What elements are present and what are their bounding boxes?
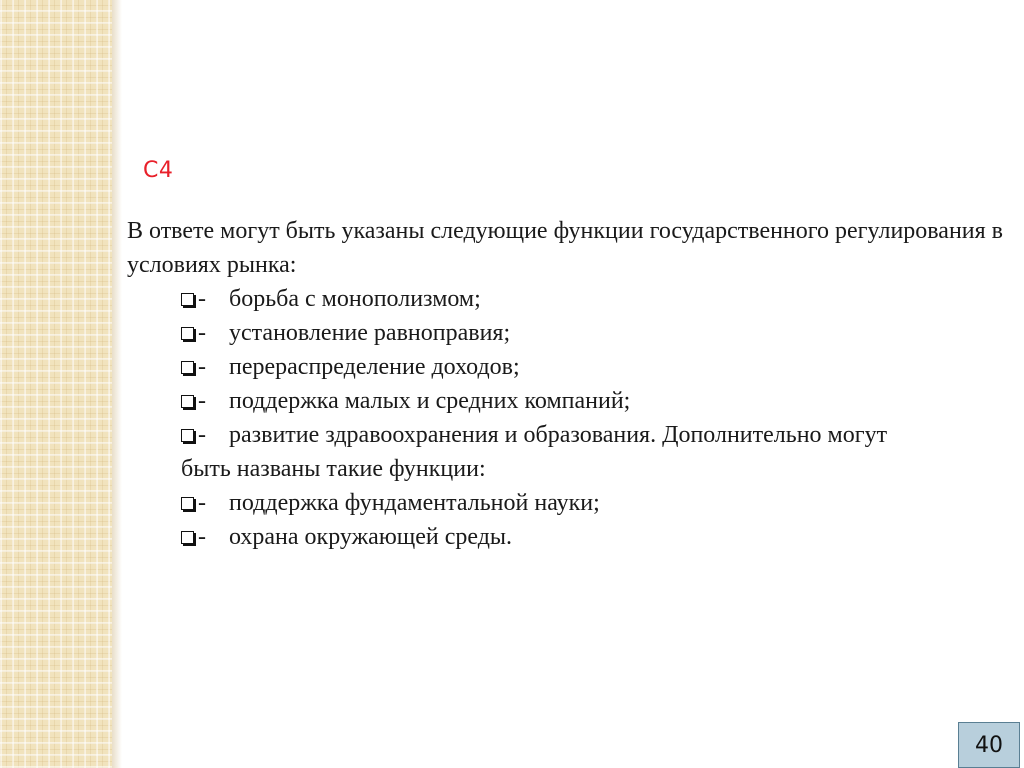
intro-paragraph: В ответе могут быть указаны следующие функции государственного регулирования в условиях рынка:	[127, 218, 1004, 278]
list-item	[181, 316, 1007, 350]
list-item-text: развитие здравоохранения и образования. Дополнительно могут	[229, 422, 888, 448]
checkbox-bullet-icon: -	[181, 384, 229, 418]
side-pattern-decoration	[0, 0, 112, 768]
slide-heading: C4	[143, 158, 174, 183]
checkbox-bullet-icon: -	[181, 418, 229, 452]
list-item	[181, 282, 1007, 316]
continuation-text: быть названы такие функции:	[181, 456, 486, 482]
list-item-text: перераспределение доходов;	[229, 354, 520, 380]
page-number-badge: 40	[958, 722, 1020, 768]
list-item-text: поддержка фундаментальной науки;	[229, 490, 600, 516]
checkbox-bullet-icon: -	[181, 316, 229, 350]
list-item	[181, 418, 1007, 452]
list-item-text: поддержка малых и средних компаний;	[229, 388, 631, 414]
list-item-text: установление равноправия;	[229, 320, 511, 346]
list-item-text: борьба с монополизмом;	[229, 286, 481, 312]
side-pattern-shadow	[112, 0, 122, 768]
functions-list	[127, 282, 1007, 452]
list-item	[181, 384, 1007, 418]
list-item	[181, 486, 1007, 520]
checkbox-bullet-icon: -	[181, 520, 229, 554]
checkbox-bullet-icon: -	[181, 350, 229, 384]
list-item-text: охрана окружающей среды.	[229, 524, 513, 550]
checkbox-bullet-icon: -	[181, 282, 229, 316]
extra-functions-list	[127, 486, 1007, 554]
checkbox-bullet-icon: -	[181, 486, 229, 520]
slide-body	[127, 214, 1007, 554]
list-item	[181, 520, 1007, 554]
list-item	[181, 350, 1007, 384]
